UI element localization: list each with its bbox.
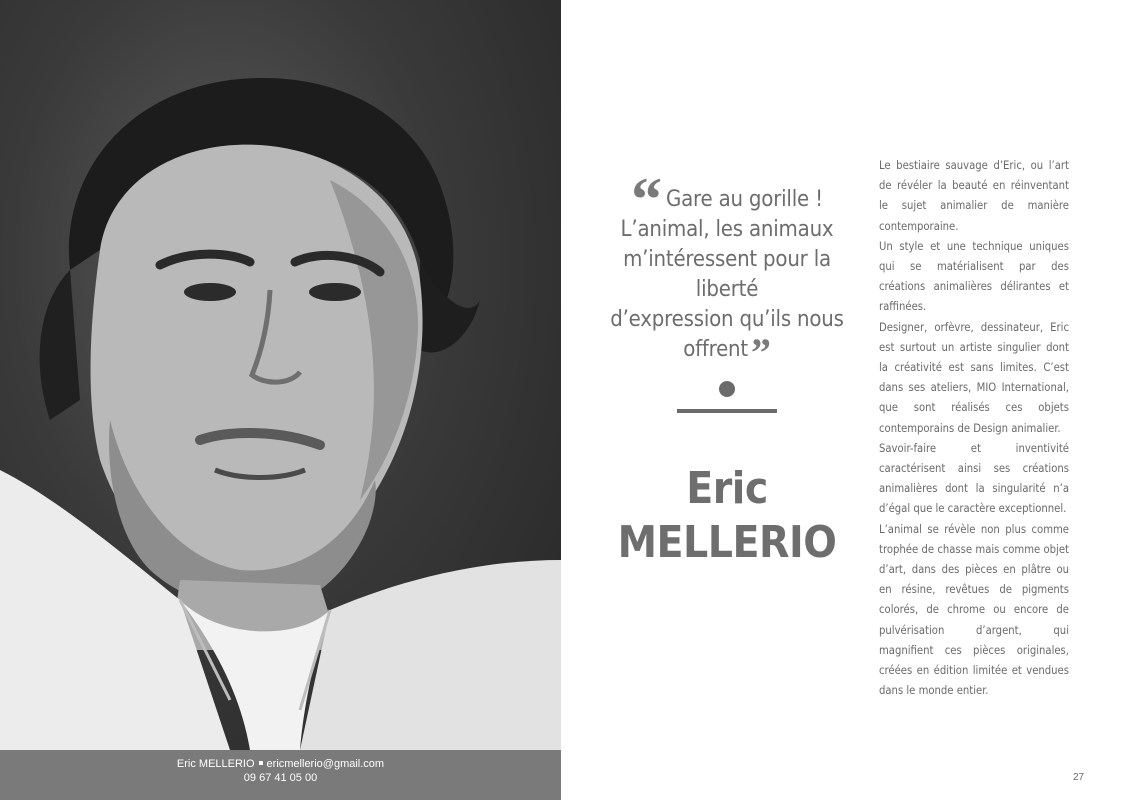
quote-line-4: d’expression qu’ils nous bbox=[610, 307, 844, 332]
bio-paragraph: L’animal se révèle non plus comme trophée de chasse mais comme objet d’art, dans des pièces en plâtre ou en résine, revêtues de pigments colorés, de chrome ou encore de pulvérisation d’argent, qui magnifient ces pièces originales, créées en édition limitée et vendues dans le monde entier. bbox=[879, 522, 1069, 698]
contact-email[interactable]: ericmellerio@gmail.com bbox=[266, 758, 385, 770]
portrait-illustration bbox=[0, 0, 561, 750]
quote-line-2: L’animal, les animaux bbox=[620, 217, 834, 242]
close-quote-icon: ” bbox=[750, 330, 771, 375]
bio-paragraph: Designer, orfèvre, dessinateur, Eric est surtout un artiste singulier dont la créativité est sans limites. C’est dans ses ateliers, MIO International, que sont réalisés ces objets contemporains de Design animalier. bbox=[879, 320, 1069, 435]
artist-name bbox=[607, 462, 847, 570]
quote-line-5: offrent bbox=[683, 337, 748, 362]
divider-dot bbox=[719, 381, 735, 397]
bio-paragraph: Un style et une technique uniques qui se matérialisent par des créations animalières délirantes et raffinées. bbox=[879, 239, 1069, 314]
bio-paragraph: Le bestiaire sauvage d’Eric, ou l’art de révéler la beauté en réinventant le sujet animalier de manière contemporaine. bbox=[879, 159, 1069, 233]
bio-paragraph: Savoir-faire et inventivité caractérisent ainsi ses créations animalières dont la singularité n’a d’égal que le caractère exceptionnel. bbox=[879, 441, 1069, 516]
pull-quote bbox=[597, 166, 857, 375]
artist-last-name: MELLERIO bbox=[617, 517, 837, 568]
quote-line-1: Gare au gorille ! bbox=[665, 187, 823, 212]
artist-first-name: Eric bbox=[686, 463, 768, 514]
separator-square-icon bbox=[259, 761, 263, 765]
page-number: 27 bbox=[1073, 772, 1085, 783]
open-quote-icon: “ bbox=[631, 166, 662, 234]
portrait-photo bbox=[0, 0, 561, 750]
contact-bar bbox=[0, 750, 561, 800]
biography bbox=[879, 156, 1069, 701]
divider-line bbox=[677, 409, 777, 413]
quote-line-3: m’intéressent pour la liberté bbox=[623, 247, 831, 302]
contact-name: Eric MELLERIO bbox=[176, 758, 255, 770]
contact-phone: 09 67 41 05 00 bbox=[243, 772, 318, 784]
